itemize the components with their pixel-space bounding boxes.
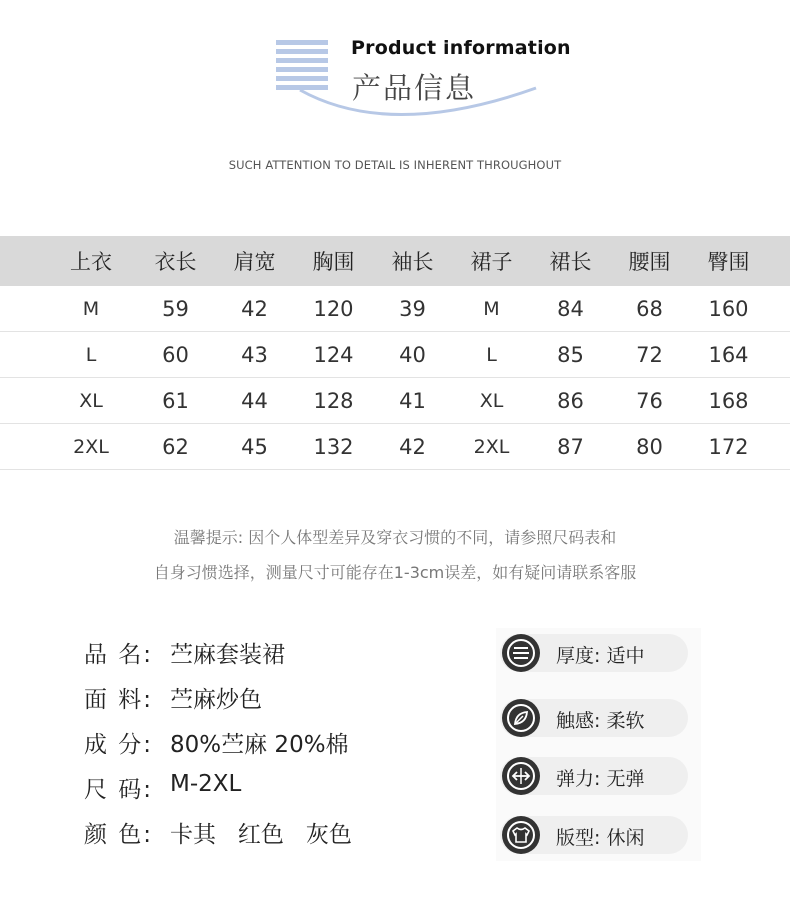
table-cell: 168 <box>708 388 749 413</box>
stretch-icon <box>502 757 540 795</box>
spec-fabric <box>84 681 352 726</box>
table-cell: 62 <box>162 434 189 459</box>
table-cell: 59 <box>162 296 189 321</box>
table-row <box>0 378 790 424</box>
table-cell: M <box>483 297 500 320</box>
header-cell: 衣长 <box>154 250 197 274</box>
table-cell: 44 <box>241 388 268 413</box>
table-cell: 2XL <box>473 435 510 458</box>
table-cell: 41 <box>399 388 426 413</box>
feature-touch <box>500 699 688 737</box>
spec-size <box>84 771 352 816</box>
table-cell: 84 <box>557 296 584 321</box>
feature-elasticity <box>500 757 688 795</box>
table-cell: 80 <box>636 434 663 459</box>
feature-panel <box>496 628 701 861</box>
feature-text: 版型: 休闲 <box>556 827 645 849</box>
table-cell: 40 <box>399 342 426 367</box>
spec-value: 苎麻炒色 <box>170 687 262 713</box>
table-cell: L <box>486 343 497 366</box>
feature-thickness <box>500 634 688 672</box>
product-specs <box>84 636 352 861</box>
table-row <box>0 424 790 470</box>
table-cell: 60 <box>162 342 189 367</box>
table-cell: 85 <box>557 342 584 367</box>
feature-text: 弹力: 无弹 <box>556 768 645 790</box>
leaf-icon <box>502 699 540 737</box>
table-cell: 124 <box>313 342 354 367</box>
table-cell: 172 <box>708 434 749 459</box>
feature-text: 厚度: 适中 <box>556 645 645 667</box>
table-cell: 160 <box>708 296 749 321</box>
header-cell: 裙长 <box>549 250 592 274</box>
table-cell: 68 <box>636 296 663 321</box>
table-cell: 120 <box>313 296 354 321</box>
header-cell: 裙子 <box>470 250 513 274</box>
table-cell: 43 <box>241 342 268 367</box>
spec-color <box>84 816 352 861</box>
layers-icon <box>502 634 540 672</box>
spec-name <box>84 636 352 681</box>
table-cell: 2XL <box>73 435 109 458</box>
table-cell: 42 <box>399 434 426 459</box>
table-header-row <box>0 236 790 286</box>
spec-value: 80%苎麻 20%棉 <box>170 732 349 758</box>
shirt-icon <box>502 816 540 854</box>
header-cell: 胸围 <box>312 250 355 274</box>
table-cell: 72 <box>636 342 663 367</box>
size-notes <box>0 520 790 590</box>
table-cell: M <box>82 297 100 320</box>
table-cell: XL <box>479 389 504 412</box>
spec-label: 颜 色: <box>84 822 154 848</box>
table-row <box>0 286 790 332</box>
note-line-2: 自身习惯选择，测量尺寸可能存在1-3cm误差，如有疑问请联系客服 <box>153 563 637 582</box>
table-cell: 39 <box>399 296 426 321</box>
spec-label: 尺 码: <box>84 777 154 803</box>
spec-value: 苎麻套装裙 <box>170 642 285 668</box>
size-table <box>0 236 790 470</box>
header-cell: 臀围 <box>707 250 750 274</box>
feature-text: 触感: 柔软 <box>556 710 645 732</box>
table-cell: 45 <box>241 434 268 459</box>
header-cell: 肩宽 <box>233 250 276 274</box>
note-line-1: 温馨提示: 因个人体型差异及穿衣习惯的不同，请参照尺码表和 <box>173 528 617 547</box>
header-cell: 袖长 <box>391 250 434 274</box>
spec-composition <box>84 726 352 771</box>
table-cell: 87 <box>557 434 584 459</box>
title-en: Product information <box>351 37 571 59</box>
header-cell: 腰围 <box>628 250 671 274</box>
table-cell: 128 <box>313 388 354 413</box>
spec-label: 成 分: <box>84 732 154 758</box>
table-cell: XL <box>79 389 103 412</box>
header-cell: 上衣 <box>70 250 112 274</box>
feature-fit <box>500 816 688 854</box>
title-cn: 产品信息 <box>352 71 477 105</box>
tagline: SUCH ATTENTION TO DETAIL IS INHERENT THROUGHOUT <box>228 158 562 172</box>
table-cell: 61 <box>162 388 189 413</box>
table-cell: 42 <box>241 296 268 321</box>
table-row <box>0 332 790 378</box>
spec-value: M-2XL <box>170 771 242 797</box>
spec-label: 品 名: <box>84 642 154 668</box>
spec-label: 面 料: <box>84 687 154 713</box>
product-info-header <box>0 0 790 200</box>
table-cell: L <box>85 343 97 366</box>
table-cell: 86 <box>557 388 584 413</box>
table-cell: 164 <box>708 342 749 367</box>
table-cell: 132 <box>313 434 354 459</box>
table-cell: 76 <box>636 388 663 413</box>
spec-value: 卡其 红色 灰色 <box>170 822 352 848</box>
